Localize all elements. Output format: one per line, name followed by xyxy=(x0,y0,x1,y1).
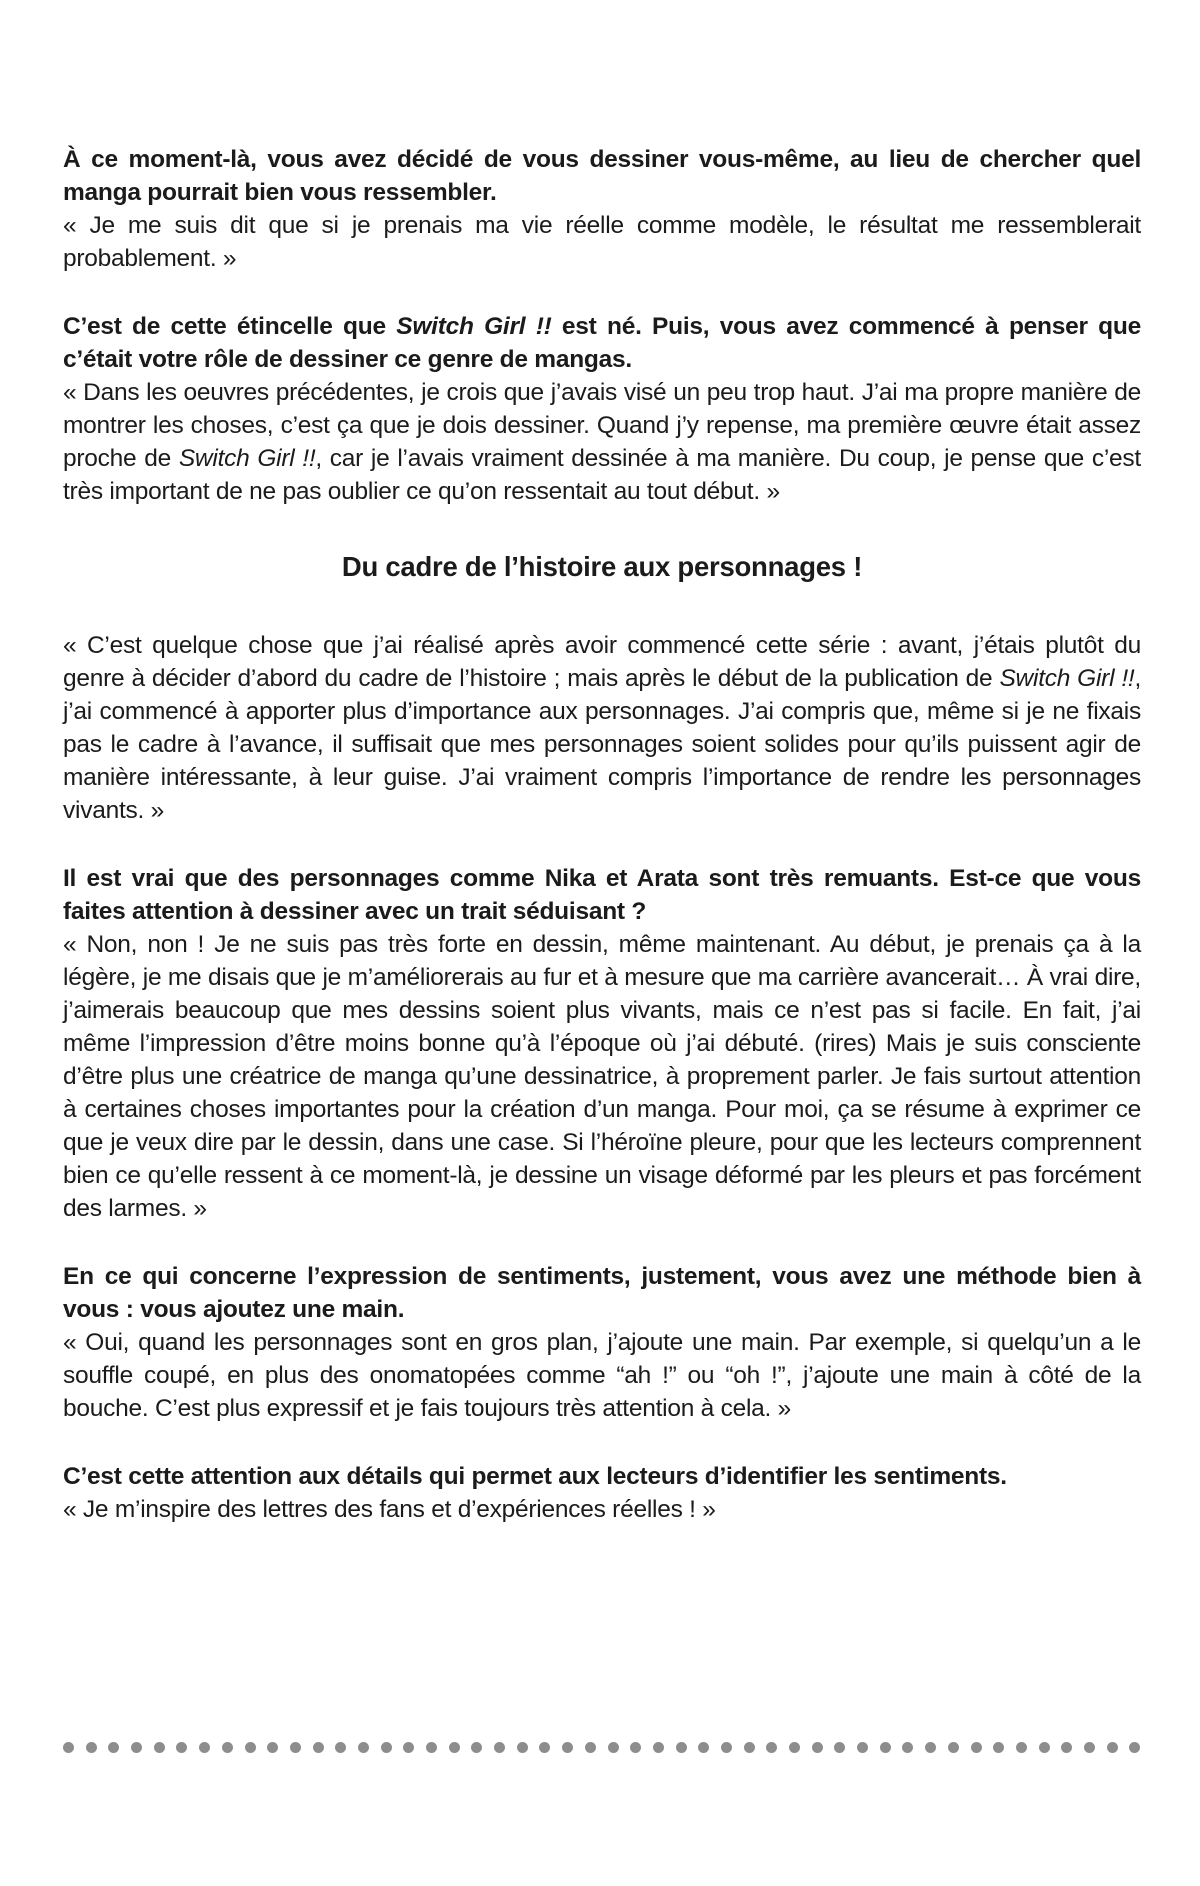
interview-question xyxy=(63,310,1141,376)
interview-article xyxy=(63,143,1141,1561)
divider-dot xyxy=(1129,1742,1140,1753)
manga-title-italic: Switch Girl !! xyxy=(178,445,316,472)
text-segment: C’est cette attention aux détails qui permet aux lecteurs d’identifier les sentiments. xyxy=(63,1463,1007,1490)
interview-answer xyxy=(63,1493,1141,1526)
divider-dot xyxy=(608,1742,619,1753)
text-segment: Il est vrai que des personnages comme Nika et Arata sont très remuants. Est-ce que vous faites attention à dessiner avec un trait séduisant ? xyxy=(63,865,1141,925)
divider-dot xyxy=(108,1742,119,1753)
divider-dot xyxy=(267,1742,278,1753)
divider-dot xyxy=(971,1742,982,1753)
divider-dot xyxy=(176,1742,187,1753)
divider-dot xyxy=(789,1742,800,1753)
divider-dot xyxy=(653,1742,664,1753)
divider-dot xyxy=(403,1742,414,1753)
section-heading: Du cadre de l’histoire aux personnages ! xyxy=(341,551,863,582)
divider-dot xyxy=(245,1742,256,1753)
qa-block-4 xyxy=(63,862,1141,1225)
interview-question xyxy=(63,1460,1141,1493)
divider-dot xyxy=(721,1742,732,1753)
divider-dot xyxy=(857,1742,868,1753)
divider-dot xyxy=(471,1742,482,1753)
text-segment: « Oui, quand les personnages sont en gros plan, j’ajoute une main. Par exemple, si quelqu’un a le souffle coupé, en plus des onomatopées comme “ah !” ou “oh !”, j’ajoute une main à côté de la bouche. C’est plus expressif et je fais toujours très attention à cela. » xyxy=(63,1329,1141,1422)
manga-title-italic: Switch Girl !! xyxy=(396,313,552,340)
divider-dot xyxy=(766,1742,777,1753)
divider-dot xyxy=(426,1742,437,1753)
text-segment: est né. Puis, vous avez commencé à penser que c’était votre rôle de dessiner ce genre de mangas. xyxy=(63,313,1141,373)
divider-dot xyxy=(199,1742,210,1753)
divider-dot xyxy=(358,1742,369,1753)
divider-dot xyxy=(880,1742,891,1753)
text-segment: « Je m’inspire des lettres des fans et d’expériences réelles ! » xyxy=(63,1496,716,1523)
text-segment: « Dans les oeuvres précédentes, je crois que j’avais visé un peu trop haut. J’ai ma propre manière de montrer les choses, c’est ça que je dois dessiner. Quand j’y repense, ma première œuvre était assez proche de xyxy=(63,379,1141,472)
interview-answer xyxy=(63,209,1141,275)
divider-dot xyxy=(812,1742,823,1753)
divider-dot xyxy=(517,1742,528,1753)
interview-answer xyxy=(63,629,1141,827)
text-segment: , car je l’avais vraiment dessinée à ma manière. Du coup, je pense que c’est très important de ne pas oublier ce qu’on ressentait au tout début. » xyxy=(63,445,1141,505)
text-segment: « Je me suis dit que si je prenais ma vie réelle comme modèle, le résultat me ressemblerait probablement. » xyxy=(63,212,1141,272)
text-segment: , j’ai commencé à apporter plus d’importance aux personnages. J’ai compris que, même si je ne fixais pas le cadre à l’avance, il suffisait que mes personnages soient solides pour qu’ils puissent agir de manière intéressante, à leur guise. J’ai vraiment compris l’importance de rendre les personnages vivants. » xyxy=(63,665,1141,824)
divider-dot xyxy=(834,1742,845,1753)
divider-dot xyxy=(131,1742,142,1753)
divider-dot xyxy=(494,1742,505,1753)
text-segment: C’est de cette étincelle que xyxy=(63,313,397,340)
dotted-divider xyxy=(63,1741,1141,1753)
divider-dot xyxy=(698,1742,709,1753)
divider-dot xyxy=(63,1742,74,1753)
qa-block-1 xyxy=(63,143,1141,275)
divider-dot xyxy=(993,1742,1004,1753)
qa-block-5 xyxy=(63,1260,1141,1425)
interview-question xyxy=(63,1260,1141,1326)
divider-dot xyxy=(925,1742,936,1753)
interview-question xyxy=(63,143,1141,209)
divider-dot xyxy=(335,1742,346,1753)
text-segment: « C’est quelque chose que j’ai réalisé après avoir commencé cette série : avant, j’étais plutôt du genre à décider d’abord du cadre de l’histoire ; mais après le début de la publication de xyxy=(63,632,1141,692)
divider-dot xyxy=(290,1742,301,1753)
interview-question xyxy=(63,862,1141,928)
divider-dot xyxy=(744,1742,755,1753)
divider-dot xyxy=(902,1742,913,1753)
manga-title-italic: Switch Girl !! xyxy=(999,665,1135,692)
text-segment: « Non, non ! Je ne suis pas très forte en dessin, même maintenant. Au début, je prenais ça à la légère, je me disais que je m’améliorerais au fur et à mesure que ma carrière avancerait… À vrai dire, j’aimerais beaucoup que mes dessins soient plus vivants, mais ce n’est pas si facile. En fait, j’ai même l’impression d’être moins bonne qu’à l’époque où j’ai débuté. (rires) Mais je suis consciente d’être plus une créatrice de manga qu’une dessinatrice, à proprement parler. Je fais surtout attention à certaines choses importantes pour la création d’un manga. Pour moi, ça se résume à exprimer ce que je veux dire par le dessin, dans une case. Si l’héroïne pleure, pour que les lecteurs comprennent bien ce qu’elle ressent à ce moment-là, je dessine un visage déformé par les pleurs et pas forcément des larmes. » xyxy=(63,931,1141,1222)
divider-dot xyxy=(154,1742,165,1753)
divider-dot xyxy=(585,1742,596,1753)
text-segment: En ce qui concerne l’expression de sentiments, justement, vous avez une méthode bien à vous : vous ajoutez une main. xyxy=(63,1263,1141,1323)
divider-dot xyxy=(676,1742,687,1753)
answer-block-3 xyxy=(63,629,1141,827)
divider-dot xyxy=(562,1742,573,1753)
divider-dot xyxy=(449,1742,460,1753)
divider-dot xyxy=(630,1742,641,1753)
divider-dot xyxy=(1039,1742,1050,1753)
divider-dot xyxy=(1016,1742,1027,1753)
qa-block-6 xyxy=(63,1460,1141,1526)
text-segment: À ce moment-là, vous avez décidé de vous dessiner vous-même, au lieu de chercher quel manga pourrait bien vous ressembler. xyxy=(63,146,1141,206)
divider-dot xyxy=(222,1742,233,1753)
qa-block-2 xyxy=(63,310,1141,508)
divider-dot xyxy=(313,1742,324,1753)
divider-dot xyxy=(1084,1742,1095,1753)
divider-dot xyxy=(1061,1742,1072,1753)
divider-dot xyxy=(948,1742,959,1753)
interview-answer xyxy=(63,928,1141,1225)
divider-dot xyxy=(539,1742,550,1753)
interview-answer xyxy=(63,1326,1141,1425)
divider-dot xyxy=(86,1742,97,1753)
interview-answer xyxy=(63,376,1141,508)
divider-dot xyxy=(381,1742,392,1753)
divider-dot xyxy=(1107,1742,1118,1753)
